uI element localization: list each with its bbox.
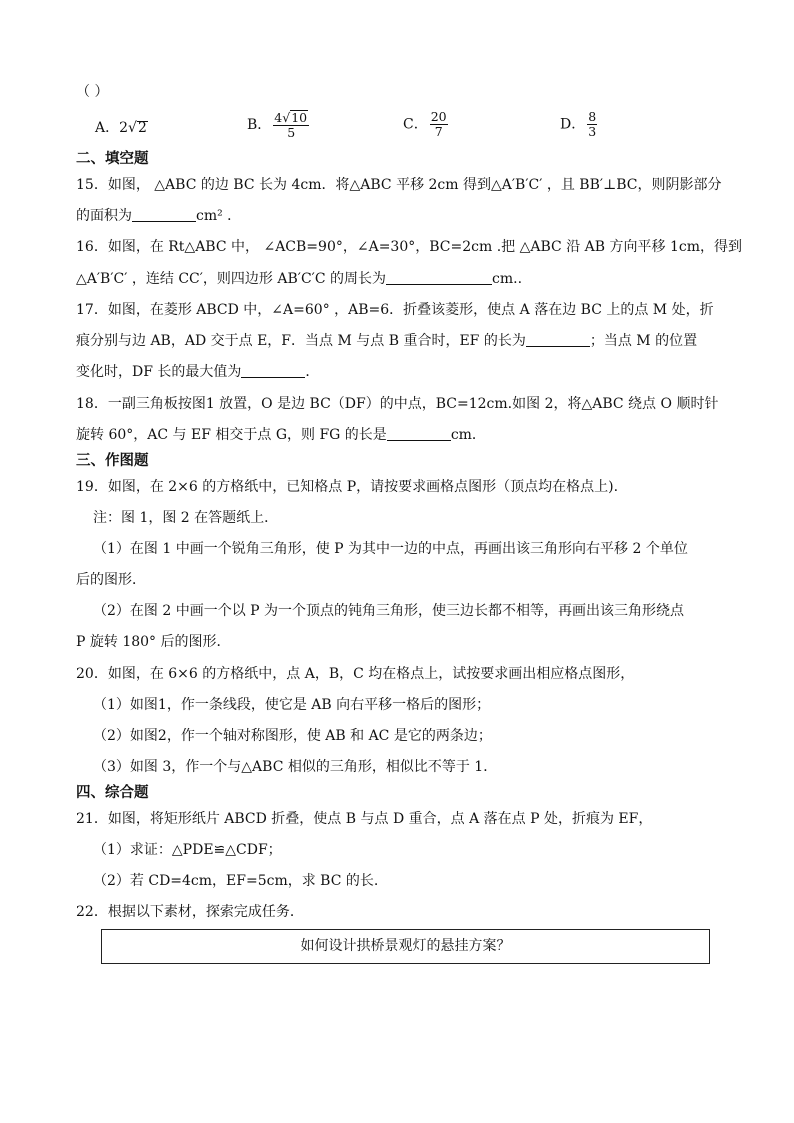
- option-b-fraction: [273, 110, 309, 140]
- answer-blank[interactable]: [241, 363, 305, 378]
- q21-part2: （2）若 CD=4cm，EF=5cm，求 BC 的长.: [93, 873, 379, 889]
- option-b-num-coef: 4: [274, 110, 283, 125]
- q15-unit: cm² ．: [196, 208, 242, 224]
- q19-part1-line2: 后的图形．: [76, 572, 146, 588]
- q16-line1: 16．如图，在 Rt△ABC 中， ∠ACB=90°，∠A=30°，BC=2cm .把 △ABC 沿 AB 方向平移 1cm，得到: [76, 239, 742, 255]
- q17-line1: 17．如图，在菱形 ABCD 中，∠A=60° ，AB=6．折叠该菱形，使点 A 落在边 BC 上的点 M 处，折: [76, 302, 714, 318]
- section-heading-fill: 二、填空题: [76, 150, 149, 167]
- option-a-label: A．: [95, 120, 120, 136]
- q16-unit: cm..: [492, 271, 523, 287]
- q22-line1: 22．根据以下素材，探索完成任务．: [76, 904, 304, 920]
- q21-line1: 21．如图，将矩形纸片 ABCD 折叠，使点 B 与点 D 重合，点 A 落在点 P 处，折痕为 EF，: [76, 811, 653, 827]
- q19-part2-line2: P 旋转 180° 后的图形．: [76, 634, 231, 650]
- option-a-coef: 2: [119, 120, 129, 136]
- q18-line1: 18．一副三角板按图1 放置，O 是边 BC（DF）的中点，BC=12cm.如图 2，将△ABC 绕点 O 顺时针: [76, 396, 719, 412]
- q20-part3: （3）如图 3，作一个与△ABC 相似的三角形，相似比不等于 1．: [93, 759, 498, 775]
- option-d-fraction: [587, 110, 597, 139]
- q17-text: 痕分别与边 AB，AD 交于点 E，F．当点 M 与点 B 重合时，EF 的长为: [76, 333, 526, 349]
- q18-unit: cm．: [450, 427, 486, 443]
- option-d-den: 3: [588, 124, 597, 139]
- sqrt-sign: √: [128, 120, 137, 136]
- option-d: [560, 110, 597, 139]
- answer-blank[interactable]: [386, 270, 492, 285]
- q19-note: 注：图 1，图 2 在答题纸上．: [93, 510, 279, 526]
- q22-title-box: 如何设计拱桥景观灯的悬挂方案？: [101, 929, 710, 964]
- q17-text-c: 变化时，DF 长的最大值为: [76, 364, 242, 380]
- q17-text-b: ；当点 M 的位置: [589, 333, 698, 349]
- option-b-label: B．: [247, 117, 272, 133]
- q15-text: 的面积为: [76, 208, 132, 224]
- section-heading-comprehensive: 四、综合题: [76, 784, 149, 801]
- q20-part1: （1）如图1，作一条线段，使它是 AB 向右平移一格后的图形；: [93, 697, 491, 713]
- option-b-den: 5: [287, 125, 296, 140]
- q19-part1-line1: （1）在图 1 中画一个锐角三角形，使 P 为其中一边的中点，再画出该三角形向右平移 2 个单位: [93, 541, 688, 557]
- section-heading-draw: 三、作图题: [76, 452, 149, 469]
- option-b-num-radicand: 10: [291, 110, 308, 125]
- q18-text: 旋转 60°，AC 与 EF 相交于点 G，则 FG 的长是: [76, 427, 387, 443]
- q20-part2: （2）如图2，作一个轴对称图形，使 AB 和 AC 是它的两条边；: [93, 728, 492, 744]
- option-c: [403, 110, 448, 139]
- option-d-num: 8: [588, 109, 597, 124]
- option-a-radicand: 2: [137, 120, 147, 136]
- q17-line3: [76, 362, 319, 382]
- option-a: [95, 118, 148, 138]
- option-c-fraction: [430, 110, 448, 139]
- answer-blank[interactable]: [132, 207, 196, 222]
- option-c-den: 7: [434, 124, 443, 139]
- answer-blank[interactable]: [387, 426, 451, 441]
- q19-line1: 19．如图，在 2×6 的方格纸中，已知格点 P，请按要求画格点图形（顶点均在格点上).: [76, 479, 619, 495]
- q21-part1: （1）求证：△PDE≌△CDF；: [93, 842, 282, 858]
- q19-part2-line1: （2）在图 2 中画一个以 P 为一个顶点的钝角三角形，使三边长都不相等，再画出该三角形绕点: [93, 603, 685, 619]
- q16-line2: [76, 269, 522, 289]
- q17-text-d: ．: [305, 364, 320, 380]
- answer-blank[interactable]: [526, 332, 590, 347]
- q15-line2: [76, 206, 241, 226]
- option-b: [247, 110, 309, 140]
- q17-line2: [76, 331, 697, 351]
- sqrt-sign: √: [282, 110, 291, 125]
- option-d-label: D．: [560, 116, 586, 133]
- q15-line1: 15．如图， △ABC 的边 BC 长为 4cm．将△ABC 平移 2cm 得到△A′B′C′ ，且 BB′⊥BC，则阴影部分: [76, 177, 722, 193]
- q14-bracket: （ ）: [76, 84, 109, 100]
- q16-text: △A′B′C′ ，连结 CC′，则四边形 AB′C′C 的周长为: [76, 271, 386, 287]
- q18-line2: [76, 425, 486, 445]
- option-c-num: 20: [430, 109, 447, 124]
- q20-line1: 20．如图，在 6×6 的方格纸中，点 A，B，C 均在格点上，试按要求画出相应格点图形，: [76, 666, 635, 682]
- option-c-label: C．: [403, 116, 428, 133]
